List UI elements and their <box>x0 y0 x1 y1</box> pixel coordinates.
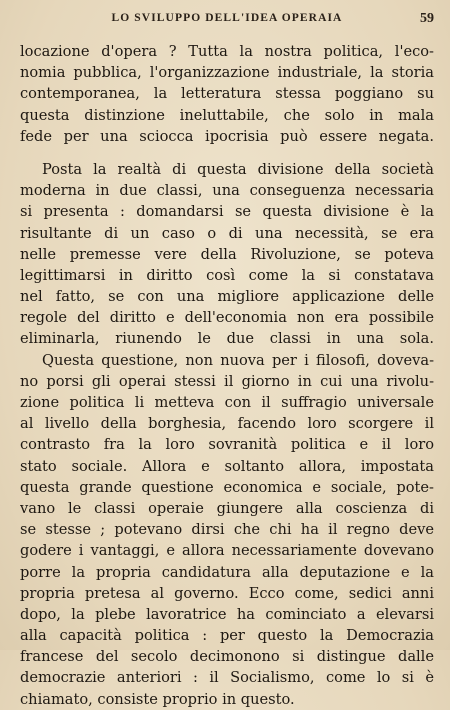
text-line: locazione d'opera ? Tutta la nostra politica, l'eco- <box>20 43 434 60</box>
text-line: legittimarsi in diritto così come la si constatava <box>20 266 434 284</box>
running-head <box>20 12 434 30</box>
text-line: al livello della borghesia, facendo loro scorgere il <box>20 415 434 433</box>
text-line: Posta la realtà di questa divisione della società <box>42 160 434 178</box>
text-line: contemporanea, la letteratura stessa poggiano su <box>20 85 434 103</box>
paragraph-1 <box>20 41 434 147</box>
text-line: questa grande questione economica e sociale, pote- <box>20 478 434 496</box>
text-line: questa distinzione ineluttabile, che solo in mala <box>20 106 434 124</box>
text-line: fede per una sciocca ipocrisia può essere negata. <box>20 127 434 145</box>
text-line: vano le classi operaie giungere alla coscienza di <box>20 499 434 517</box>
text-line: nelle premesse vere della Rivoluzione, se poteva <box>20 245 434 263</box>
text-line: moderna in due classi, una conseguenza necessaria <box>20 182 434 200</box>
text-line: propria pretesa al governo. Ecco come, sedici anni <box>20 584 434 602</box>
text-line: no porsi gli operai stessi il giorno in cui una rivolu- <box>20 372 434 390</box>
text-line: regole del diritto e dell'economia non era possibile <box>20 309 434 327</box>
text-line: francese del secolo decimonono si distingue dalle <box>20 648 434 666</box>
text-line: nel fatto, se con una migliore applicazione delle <box>20 288 434 306</box>
text-line: democrazie anteriori : il Socialismo, come lo si è <box>20 669 434 687</box>
running-title: LO SVILUPPO DELL'IDEA OPERAIA <box>111 12 343 24</box>
text-line: eliminarla, riunendo le due classi in una sola. <box>20 330 434 348</box>
text-line: nomia pubblica, l'organizzazione industriale, la storia <box>20 64 434 82</box>
text-line: chiamato, consiste proprio in questo. <box>20 690 295 708</box>
page-number: 59 <box>420 11 434 26</box>
text-line: alla capacità politica : per questo la Democrazia <box>20 627 434 645</box>
text-line: dopo, la plebe lavoratrice ha cominciato a elevarsi <box>20 605 434 623</box>
text-line: si presenta : domandarsi se questa divisione è la <box>20 203 434 221</box>
text-line: zione politica li metteva con il suffragio universale <box>20 394 434 411</box>
paragraph-2 <box>20 159 434 350</box>
text-line: stato sociale. Allora e soltanto allora, impostata <box>20 457 434 475</box>
text-line: se stesse ; potevano dirsi che chi ha il regno deve <box>20 521 434 539</box>
text-line: contrasto fra la loro sovranità politica e il loro <box>20 436 434 454</box>
paragraph-gap <box>20 147 434 159</box>
text-line: risultante di un caso o di una necessità, se era <box>20 224 434 242</box>
paragraph-3 <box>20 350 434 710</box>
text-line: Questa questione, non nuova per i filosofi, doveva- <box>42 351 434 369</box>
body-text <box>20 41 434 710</box>
text-line: porre la propria candidatura alla deputazione e la <box>20 563 434 581</box>
text-line: godere i vantaggi, e allora necessariamente dovevano <box>20 542 434 560</box>
